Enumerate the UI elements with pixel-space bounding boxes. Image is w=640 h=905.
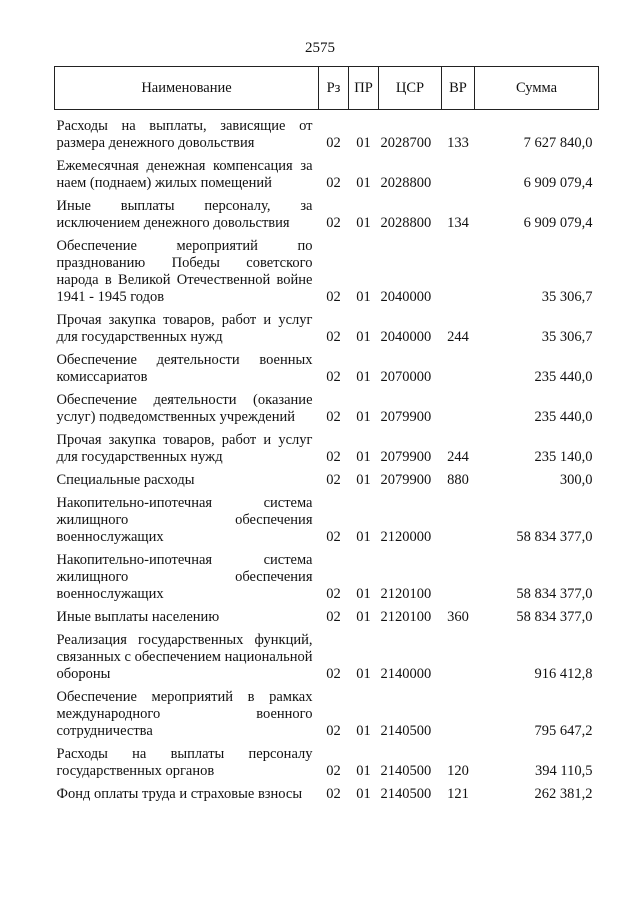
row-csr: 2079900 [380,409,432,425]
row-pr: 01 [356,609,371,625]
row-name: Фонд оплаты труда и страховые взносы [56,786,303,802]
row-pr: 01 [356,215,371,231]
row-rz: 02 [326,289,341,305]
row-pr: 01 [356,329,371,345]
table-row [55,194,599,234]
row-sum: 235 440,0 [534,409,593,425]
row-pr: 01 [356,472,371,488]
row-vr: 121 [447,786,469,802]
row-rz: 02 [326,786,341,802]
table-row [55,628,599,685]
row-name: Специальные расходы [56,472,195,488]
row-csr: 2140000 [380,666,432,682]
row-pr: 01 [356,449,371,465]
row-rz: 02 [326,763,341,779]
row-pr: 01 [356,175,371,191]
row-vr: 134 [447,215,469,231]
row-csr: 2140500 [380,786,432,802]
row-rz: 02 [326,215,341,231]
row-sum: 35 306,7 [541,329,593,345]
row-pr: 01 [356,289,371,305]
row-vr: 244 [447,329,469,345]
row-vr: 360 [447,609,469,625]
row-name: Иные выплаты населению [56,609,220,625]
table-row [55,388,599,428]
row-name: Расходы на выплаты персоналу государственных органов [56,746,313,779]
row-sum: 58 834 377,0 [516,586,593,602]
row-sum: 58 834 377,0 [516,609,593,625]
header-vr: ВР [442,67,475,110]
row-rz: 02 [326,175,341,191]
table-row [55,782,599,805]
table-row [55,742,599,782]
row-vr [442,685,475,742]
row-name: Обеспечение мероприятий по празднованию Победы советского народа в Великой Отечественной войне 1941 - 1945 годов [56,238,313,305]
table-row [55,348,599,388]
row-rz: 02 [326,472,341,488]
row-sum: 235 440,0 [534,369,593,385]
header-rz: Рз [319,67,349,110]
row-rz: 02 [326,449,341,465]
row-pr: 01 [356,369,371,385]
row-pr: 01 [356,786,371,802]
row-name: Прочая закупка товаров, работ и услуг для государственных нужд [56,312,313,345]
header-sum: Сумма [475,67,599,110]
row-sum: 35 306,7 [541,289,593,305]
row-csr: 2120100 [380,586,432,602]
row-pr: 01 [356,135,371,151]
table-row [55,548,599,605]
table-row [55,234,599,308]
header-csr: ЦСР [379,67,442,110]
row-vr [442,234,475,308]
row-vr: 133 [447,135,469,151]
row-vr [442,491,475,548]
table-body [55,110,599,806]
row-vr [442,548,475,605]
row-pr: 01 [356,409,371,425]
row-pr: 01 [356,723,371,739]
row-pr: 01 [356,763,371,779]
row-csr: 2120000 [380,529,432,545]
row-name: Обеспечение деятельности (оказание услуг) подведомственных учреждений [56,392,313,425]
row-pr: 01 [356,586,371,602]
row-vr [442,628,475,685]
row-vr [442,154,475,194]
row-pr: 01 [356,666,371,682]
row-name: Обеспечение мероприятий в рамках международного военного сотрудничества [56,689,313,739]
row-rz: 02 [326,409,341,425]
header-pr: ПР [349,67,379,110]
row-rz: 02 [326,135,341,151]
row-name: Накопительно-ипотечная система жилищного обеспечения военнослужащих [56,495,313,545]
table-row [55,154,599,194]
row-csr: 2028800 [380,215,432,231]
row-name: Расходы на выплаты, зависящие от размера денежного довольствия [56,118,313,151]
row-rz: 02 [326,529,341,545]
row-sum: 6 909 079,4 [523,175,593,191]
row-vr: 244 [447,449,469,465]
row-csr: 2079900 [380,472,432,488]
table-row [55,308,599,348]
row-csr: 2120100 [380,609,432,625]
row-sum: 6 909 079,4 [523,215,593,231]
budget-table [54,66,599,805]
row-rz: 02 [326,369,341,385]
row-vr [442,388,475,428]
table-header [55,67,599,110]
header-name: Наименование [55,67,319,110]
row-name: Реализация государственных функций, связанных с обеспечением национальной обороны [56,632,313,682]
row-csr: 2028800 [380,175,432,191]
table-row [55,491,599,548]
row-pr: 01 [356,529,371,545]
row-vr: 880 [447,472,469,488]
row-csr: 2079900 [380,449,432,465]
row-sum: 262 381,2 [534,786,593,802]
row-sum: 235 140,0 [534,449,593,465]
row-sum: 300,0 [559,472,593,488]
row-name: Накопительно-ипотечная система жилищного обеспечения военнослужащих [56,552,313,602]
row-rz: 02 [326,329,341,345]
row-vr: 120 [447,763,469,779]
table-row [55,110,599,155]
row-name: Иные выплаты персоналу, за исключением денежного довольствия [56,198,313,231]
row-rz: 02 [326,586,341,602]
row-rz: 02 [326,609,341,625]
row-csr: 2040000 [380,329,432,345]
table-row [55,685,599,742]
table-row [55,428,599,468]
row-csr: 2040000 [380,289,432,305]
row-sum: 916 412,8 [534,666,593,682]
row-sum: 7 627 840,0 [523,135,593,151]
row-name: Прочая закупка товаров, работ и услуг для государственных нужд [56,432,313,465]
row-sum: 795 647,2 [534,723,593,739]
page-number: 2575 [305,40,335,56]
row-name: Обеспечение деятельности военных комиссариатов [56,352,313,385]
row-csr: 2028700 [380,135,432,151]
row-csr: 2140500 [380,763,432,779]
row-vr [442,348,475,388]
row-name: Ежемесячная денежная компенсация за наем (поднаем) жилых помещений [56,158,313,191]
row-rz: 02 [326,666,341,682]
row-csr: 2070000 [380,369,432,385]
table-row [55,605,599,628]
row-rz: 02 [326,723,341,739]
row-sum: 394 110,5 [535,763,593,779]
row-sum: 58 834 377,0 [516,529,593,545]
row-csr: 2140500 [380,723,432,739]
table-row [55,468,599,491]
